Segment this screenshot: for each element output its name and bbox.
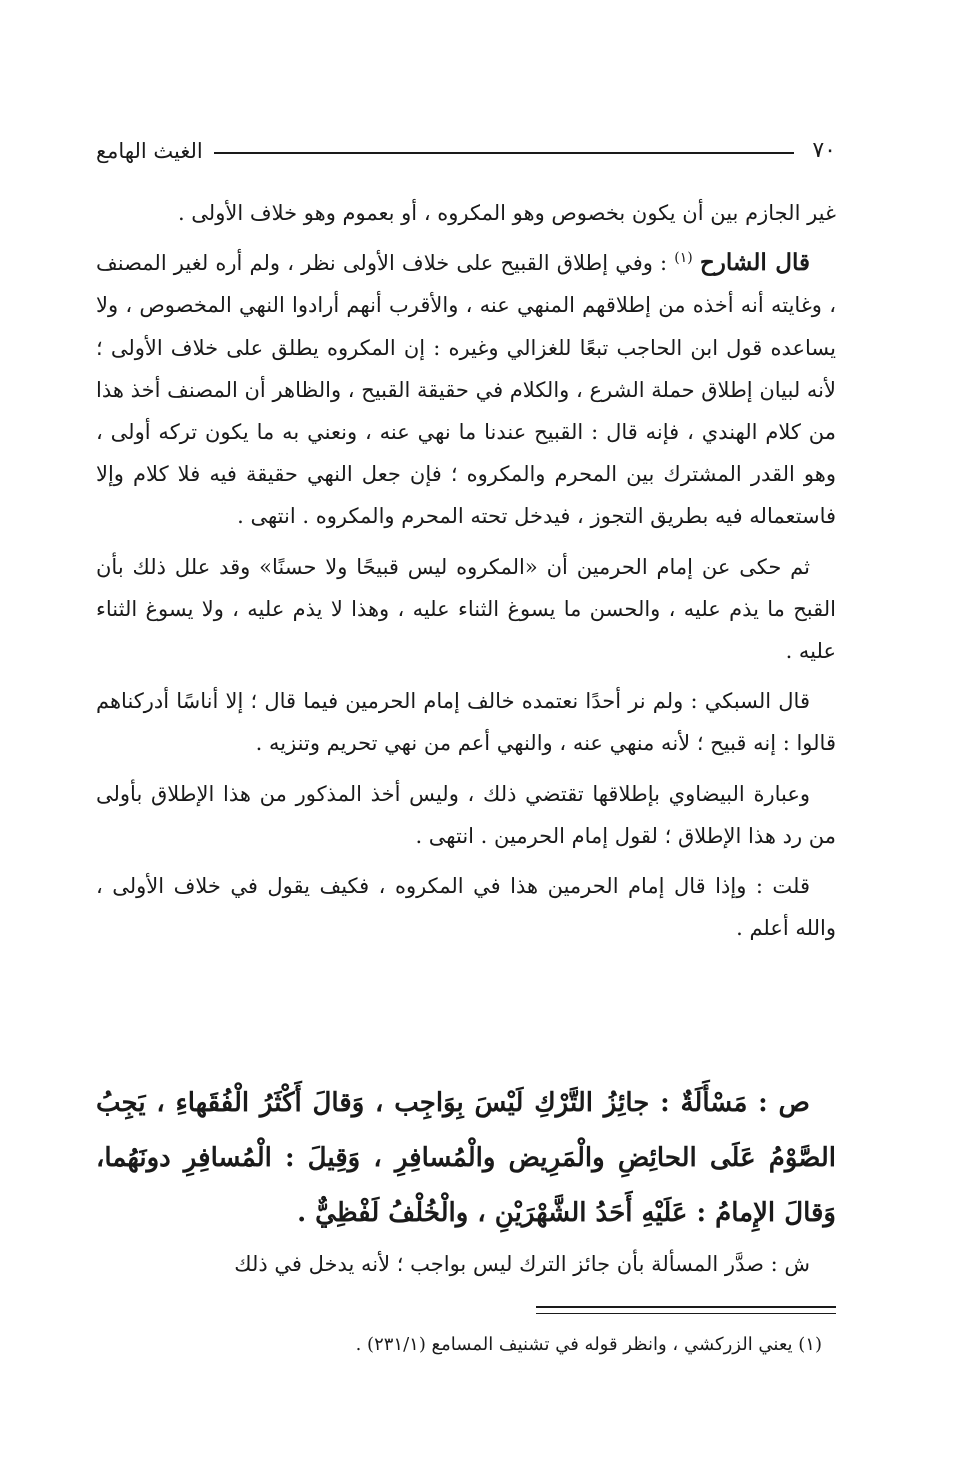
paragraph-1: غير الجازم بين أن يكون بخصوص وهو المكروه ، أو بعموم وهو خلاف الأولى .: [177, 201, 836, 225]
header-rule: [214, 152, 794, 154]
main-text: [96, 192, 836, 949]
paragraph-2-text: : وفي إطلاق القبيح على خلاف الأولى نظر ، ولم أره لغير المصنف ، وغايته أنه أخذه من إطلاقهم المنهي عنه ، والأقرب أنهم أرادوا النهي المخصوص ، ولا يساعده قول ابن الحاجب تبعًا للغزالي وغيره : إن المكروه يطلق على خلاف الأولى ؛ لأنه لبيان إطلاق حملة الشرع ، والكلام في حقيقة القبيح ، والظاهر أن المصنف أخذ هذا من كلام الهندي ، فإنه قال : القبيح عندنا ما نهي عنه ، ونعني به ما يكون تركه أولى ، وهو القدر المشترك بين المحرم والمكروه ؛ فإن جعل النهي حقيقة فيه فلا كلام وإلا فاستعماله فيه بطريق التجوز ، فيدخل تحته المحرم والمكروه . انتهى .: [96, 251, 837, 529]
running-title: الغيث الهامع: [96, 139, 203, 163]
footnote-ref: (١): [674, 250, 693, 267]
paragraph-4: قال السبكي : ولم نر أحدًا نعتمده خالف إمام الحرمين فيما قال ؛ إلا أناسًا أدركناهم قالوا : إنه قبيح ؛ لأنه منهي عنه ، والنهي أعم من نهي تحريم وتنزيه .: [96, 689, 836, 756]
page-number: ٧٠: [812, 138, 836, 163]
paragraph-2-lead: قال الشارح: [699, 249, 810, 277]
paragraph-3: ثم حكى عن إمام الحرمين أن «المكروه ليس قبيحًا ولا حسنًا» وقد علل ذلك بأن القبح ما يذم عليه ، والحسن ما يسوغ الثناء عليه ، وهذا لا يذم عليه ، ولا يسوغ الثناء عليه .: [96, 554, 836, 664]
book-page: [96, 0, 836, 1477]
footnote: (١) يعني الزركشي ، وانظر قوله في تشنيف المسامع (٢٣١/١) .: [355, 1334, 822, 1355]
paragraph-2: [96, 242, 836, 537]
paragraph-5: وعبارة البيضاوي بإطلاقها تقتضي ذلك ، وليس أخذ المذكور من هذا الإطلاق بأولى من رد هذا الإطلاق ؛ لقول إمام الحرمين . انتهى .: [96, 781, 836, 848]
masala-matn: ص : مَسْأَلَةٌ : جائِزُ التَّرْكِ لَيْسَ بِوَاجِب ، وَقالَ أَكْثَرُ الْفُقَهاءِ ، يَجِبُ الصَّوْمُ عَلَى الحائِضِ والْمَرِيض والْمُسافِرِ ، وَقِيلَ : الْمُسافِرِ دونَهُما، وَقالَ الإِمامُ : عَلَيْهِ أَحَدُ الشَّهْرَيْنِ ، والْخُلْفُ لَفْظِيٌّ .: [96, 1088, 836, 1228]
page-header: [96, 131, 836, 167]
paragraph-6: قلت : وإذا قال إمام الحرمين هذا في المكروه ، فكيف يقول في خلاف الأولى ، والله أعلم .: [96, 874, 836, 941]
footnote-rule: [536, 1306, 836, 1314]
sharh-paragraph: ش : صدَّر المسألة بأن جائز الترك ليس بواجب ؛ لأنه يدخل في ذلك: [234, 1252, 810, 1276]
